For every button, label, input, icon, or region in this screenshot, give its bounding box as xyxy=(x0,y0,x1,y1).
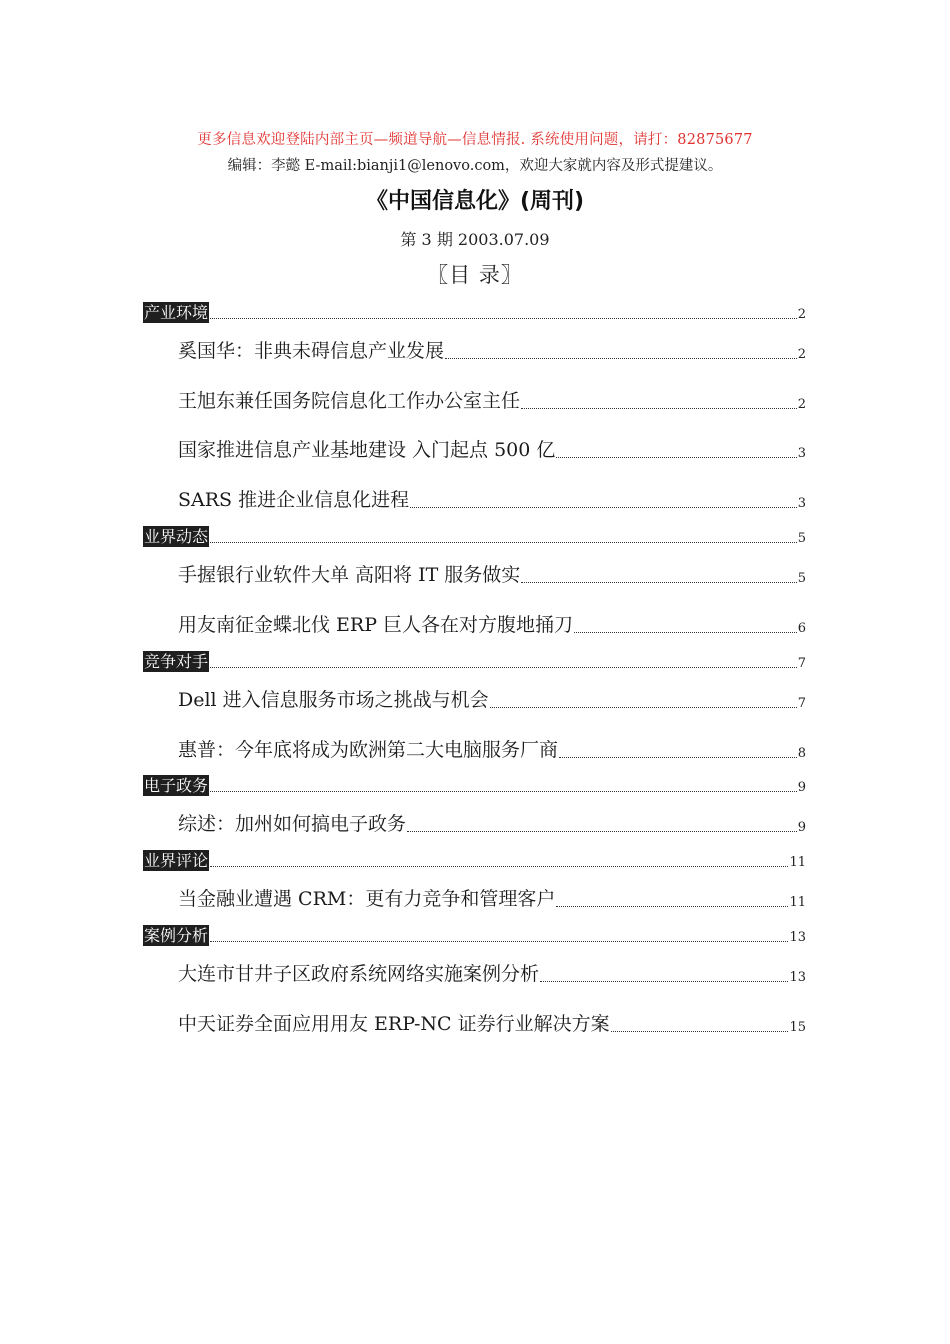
toc-page-number: 7 xyxy=(797,696,806,711)
toc-section-label: 产业环境 xyxy=(144,303,209,322)
toc-item-label: 用友南征金蝶北伐 ERP 巨人各在对方腹地捅刀 xyxy=(178,614,574,636)
intranet-notice: 更多信息欢迎登陆内部主页—频道导航—信息情报. 系统使用问题，请打：82875677 xyxy=(197,132,753,148)
toc-item[interactable] xyxy=(178,736,806,762)
page-title: 《中国信息化》(周刊) xyxy=(365,189,585,214)
leader-dots xyxy=(210,790,797,792)
leader-dots xyxy=(556,456,796,458)
toc-page-number: 5 xyxy=(797,571,806,586)
toc-page-number: 9 xyxy=(797,820,806,835)
toc-item[interactable] xyxy=(178,885,806,911)
toc-item[interactable] xyxy=(178,436,806,462)
toc-item-label: 国家推进信息产业基地建设 入门起点 500 亿 xyxy=(178,439,556,461)
toc-page-number: 8 xyxy=(797,746,806,761)
leader-dots xyxy=(210,940,788,942)
toc-item[interactable] xyxy=(178,561,806,587)
toc-page-number: 13 xyxy=(789,970,806,985)
leader-dots xyxy=(559,756,797,758)
toc-page-number: 11 xyxy=(789,895,806,910)
toc-heading: 〖目 录〗 xyxy=(427,263,523,287)
leader-dots xyxy=(574,631,797,633)
toc-item[interactable] xyxy=(178,486,806,512)
leader-dots xyxy=(611,1030,789,1032)
toc-section-label: 业界动态 xyxy=(144,527,209,546)
toc-page-number: 2 xyxy=(797,307,806,322)
leader-dots xyxy=(445,357,797,359)
toc-page-number: 3 xyxy=(797,496,806,511)
leader-dots xyxy=(210,865,788,867)
toc-page-number: 7 xyxy=(797,656,806,671)
leader-dots xyxy=(556,905,788,907)
toc-section[interactable] xyxy=(143,774,806,796)
toc-page-number: 5 xyxy=(797,531,806,546)
toc-section[interactable] xyxy=(143,849,806,871)
toc-item[interactable] xyxy=(178,686,806,712)
leader-dots xyxy=(210,541,797,543)
toc-item[interactable] xyxy=(178,1010,806,1036)
toc-item[interactable] xyxy=(178,810,806,836)
toc-page-number: 9 xyxy=(797,780,806,795)
toc-item[interactable] xyxy=(178,387,806,413)
toc-item[interactable] xyxy=(178,960,806,986)
toc-page-number: 6 xyxy=(797,621,806,636)
toc-item-label: 惠普：今年底将成为欧洲第二大电脑服务厂商 xyxy=(178,739,559,761)
toc-page-number: 15 xyxy=(789,1020,806,1035)
toc-section[interactable] xyxy=(143,924,806,946)
toc-item-label: 王旭东兼任国务院信息化工作办公室主任 xyxy=(178,390,521,412)
toc-item[interactable] xyxy=(178,611,806,637)
toc-page-number: 3 xyxy=(797,446,806,461)
toc-section-label: 案例分析 xyxy=(144,926,209,945)
toc-section-label: 竞争对手 xyxy=(144,652,209,671)
toc-section-label: 业界评论 xyxy=(144,851,209,870)
toc-section[interactable] xyxy=(143,525,806,547)
leader-dots xyxy=(490,706,797,708)
toc-page-number: 2 xyxy=(797,347,806,362)
toc-section-label: 电子政务 xyxy=(144,776,209,795)
toc-page-number: 2 xyxy=(797,397,806,412)
toc-section[interactable] xyxy=(143,301,806,323)
toc-item-label: 综述：加州如何搞电子政务 xyxy=(178,813,407,835)
issue-date: 第 3 期 2003.07.09 xyxy=(400,230,550,249)
leader-dots xyxy=(407,830,797,832)
toc-item-label: 手握银行业软件大单 高阳将 IT 服务做实 xyxy=(178,564,521,586)
toc-item[interactable] xyxy=(178,337,806,363)
leader-dots xyxy=(210,317,797,319)
toc-item-label: 奚国华：非典未碍信息产业发展 xyxy=(178,340,445,362)
toc-item-label: SARS 推进企业信息化进程 xyxy=(178,489,410,511)
leader-dots xyxy=(521,407,797,409)
leader-dots xyxy=(410,506,797,508)
toc-page-number: 11 xyxy=(789,855,806,870)
toc-item-label: 大连市甘井子区政府系统网络实施案例分析 xyxy=(178,963,540,985)
toc-item-label: 当金融业遭遇 CRM：更有力竞争和管理客户 xyxy=(178,888,556,910)
toc-section[interactable] xyxy=(143,650,806,672)
toc-item-label: 中天证券全面应用用友 ERP-NC 证券行业解决方案 xyxy=(178,1013,610,1035)
toc-item-label: Dell 进入信息服务市场之挑战与机会 xyxy=(178,689,489,711)
leader-dots xyxy=(210,666,797,668)
leader-dots xyxy=(521,581,796,583)
toc-page-number: 13 xyxy=(789,930,806,945)
editor-contact: 编辑：李懿 E-mail:bianji1@lenovo.com，欢迎大家就内容及形式提建议。 xyxy=(227,158,723,174)
leader-dots xyxy=(540,980,788,982)
